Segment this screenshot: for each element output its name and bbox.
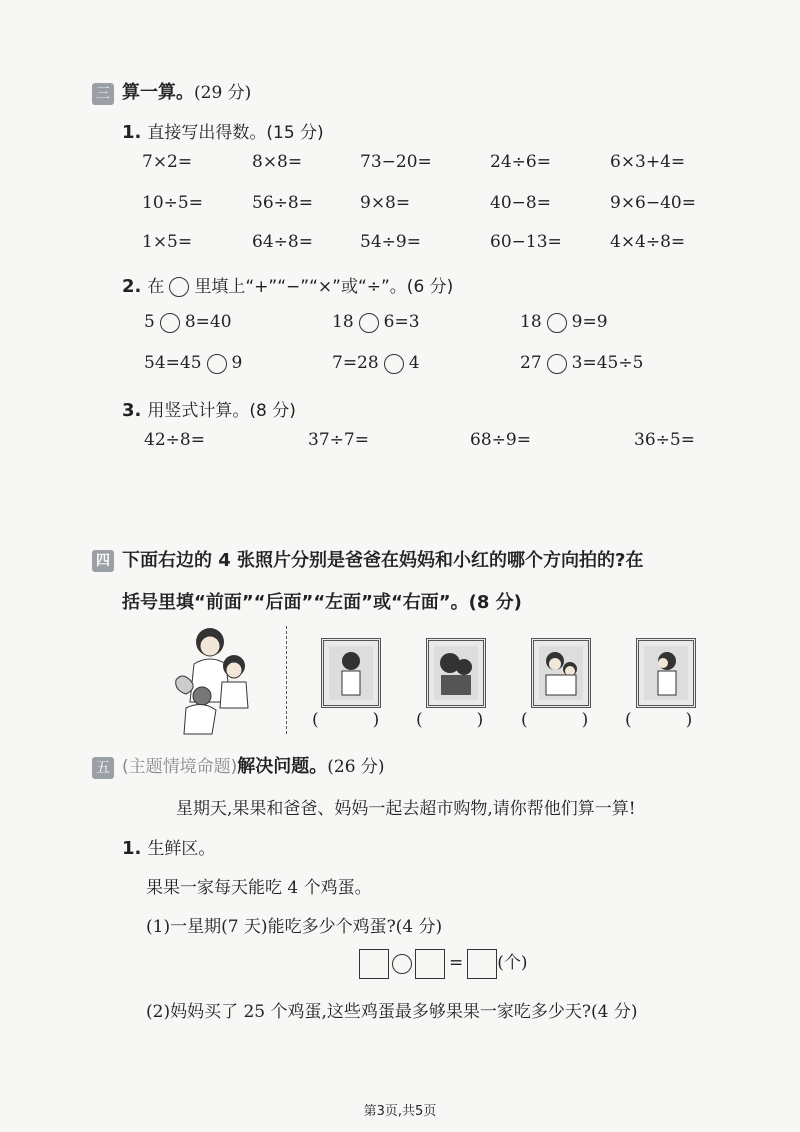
vertical-calc: 42÷8=	[144, 430, 205, 450]
answer-circle[interactable]	[359, 313, 379, 333]
answer-equation	[359, 948, 528, 979]
eq: 1×5=	[142, 232, 193, 252]
section-points: (26 分)	[327, 757, 385, 777]
section-number: 五	[92, 757, 114, 779]
section-points: (29 分)	[194, 83, 252, 103]
circle-eq: 18 9=9	[520, 312, 608, 332]
divider-line	[286, 626, 287, 734]
equals-sign: =	[449, 953, 464, 973]
circle-eq: 54=45 9	[144, 353, 243, 373]
answer-box[interactable]	[359, 949, 389, 979]
answer-circle[interactable]	[384, 354, 404, 374]
person-figure	[647, 649, 685, 697]
section-title: 解决问题。	[237, 756, 328, 777]
q2-number: 2.	[122, 276, 142, 297]
q5-1-heading	[122, 834, 215, 859]
intro-text: 星期天,果果和爸爸、妈妈一起去超市购物,请你帮他们算一算!	[176, 799, 636, 819]
answer-box[interactable]	[415, 949, 445, 979]
vertical-calc: 36÷5=	[634, 430, 695, 450]
eq: 54÷9=	[360, 232, 421, 252]
section-5-heading	[92, 752, 385, 779]
eq: 60−13=	[490, 232, 562, 252]
answer-circle	[169, 277, 189, 297]
q3-number: 3.	[122, 400, 142, 421]
section-4-line1: 下面右边的 4 张照片分别是爸爸在妈妈和小红的哪个方向拍的?在	[122, 550, 644, 571]
section-4-heading	[92, 546, 644, 572]
page-footer: 第3页,共5页	[363, 1104, 437, 1119]
photo-4	[636, 638, 696, 708]
answer-paren[interactable]: ( )	[625, 710, 693, 730]
q5-1-number: 1.	[122, 838, 142, 859]
q5-1-text: 生鲜区。	[147, 839, 216, 859]
q2-heading	[122, 272, 453, 297]
section-title: 算一算。	[122, 82, 194, 103]
q1-text: 直接写出得数。(15 分)	[147, 123, 324, 143]
answer-circle[interactable]	[547, 354, 567, 374]
eq: 4×4÷8=	[610, 232, 686, 252]
photo-1	[321, 638, 381, 708]
answer-box[interactable]	[467, 949, 497, 979]
eq: 7×2=	[142, 152, 193, 172]
section-4-line2: 括号里填“前面”“后面”“左面”或“右面”。(8 分)	[122, 592, 522, 613]
sub-question-1: (1)一星期(7 天)能吃多少个鸡蛋?(4 分)	[146, 917, 443, 937]
eq: 9×6−40=	[610, 193, 696, 213]
section-number: 三	[92, 83, 114, 105]
q3-text: 用竖式计算。(8 分)	[147, 401, 296, 421]
sub-question-2: (2)妈妈买了 25 个鸡蛋,这些鸡蛋最多够果果一家吃多少天?(4 分)	[146, 1002, 638, 1022]
circle-eq: 27 3=45÷5	[520, 353, 644, 373]
q3-heading	[122, 396, 296, 421]
person-figure	[542, 649, 580, 697]
section-number: 四	[92, 550, 114, 572]
eq: 9×8=	[360, 193, 411, 213]
section-3-heading	[92, 78, 251, 105]
eq: 24÷6=	[490, 152, 551, 172]
answer-paren[interactable]: ( )	[416, 710, 484, 730]
vertical-calc: 37÷7=	[308, 430, 369, 450]
q1-heading	[122, 118, 324, 143]
circle-eq: 18 6=3	[332, 312, 420, 332]
q2-text: 里填上“+”“−”“×”或“÷”。(6 分)	[194, 277, 454, 297]
photo-3	[531, 638, 591, 708]
eq: 8×8=	[252, 152, 303, 172]
problem-text: 果果一家每天能吃 4 个鸡蛋。	[146, 878, 372, 898]
circle-eq: 5 8=40	[144, 312, 232, 332]
eq: 10÷5=	[142, 193, 203, 213]
operator-circle[interactable]	[392, 954, 412, 974]
person-figure	[437, 649, 475, 697]
eq: 64÷8=	[252, 232, 313, 252]
eq: 6×3+4=	[610, 152, 686, 172]
answer-paren[interactable]: ( )	[312, 710, 380, 730]
eq: 73−20=	[360, 152, 432, 172]
photo-2	[426, 638, 486, 708]
family-illustration	[172, 624, 272, 736]
unit-label: (个)	[497, 953, 528, 973]
answer-circle[interactable]	[160, 313, 180, 333]
eq: 56÷8=	[252, 193, 313, 213]
answer-circle[interactable]	[547, 313, 567, 333]
theme-tag: (主题情境命题)	[122, 757, 238, 777]
person-figure	[332, 649, 370, 697]
answer-paren[interactable]: ( )	[521, 710, 589, 730]
eq: 40−8=	[490, 193, 551, 213]
vertical-calc: 68÷9=	[470, 430, 531, 450]
q2-text: 在	[147, 277, 165, 297]
q1-number: 1.	[122, 122, 142, 143]
circle-eq: 7=28 4	[332, 353, 420, 373]
answer-circle[interactable]	[207, 354, 227, 374]
